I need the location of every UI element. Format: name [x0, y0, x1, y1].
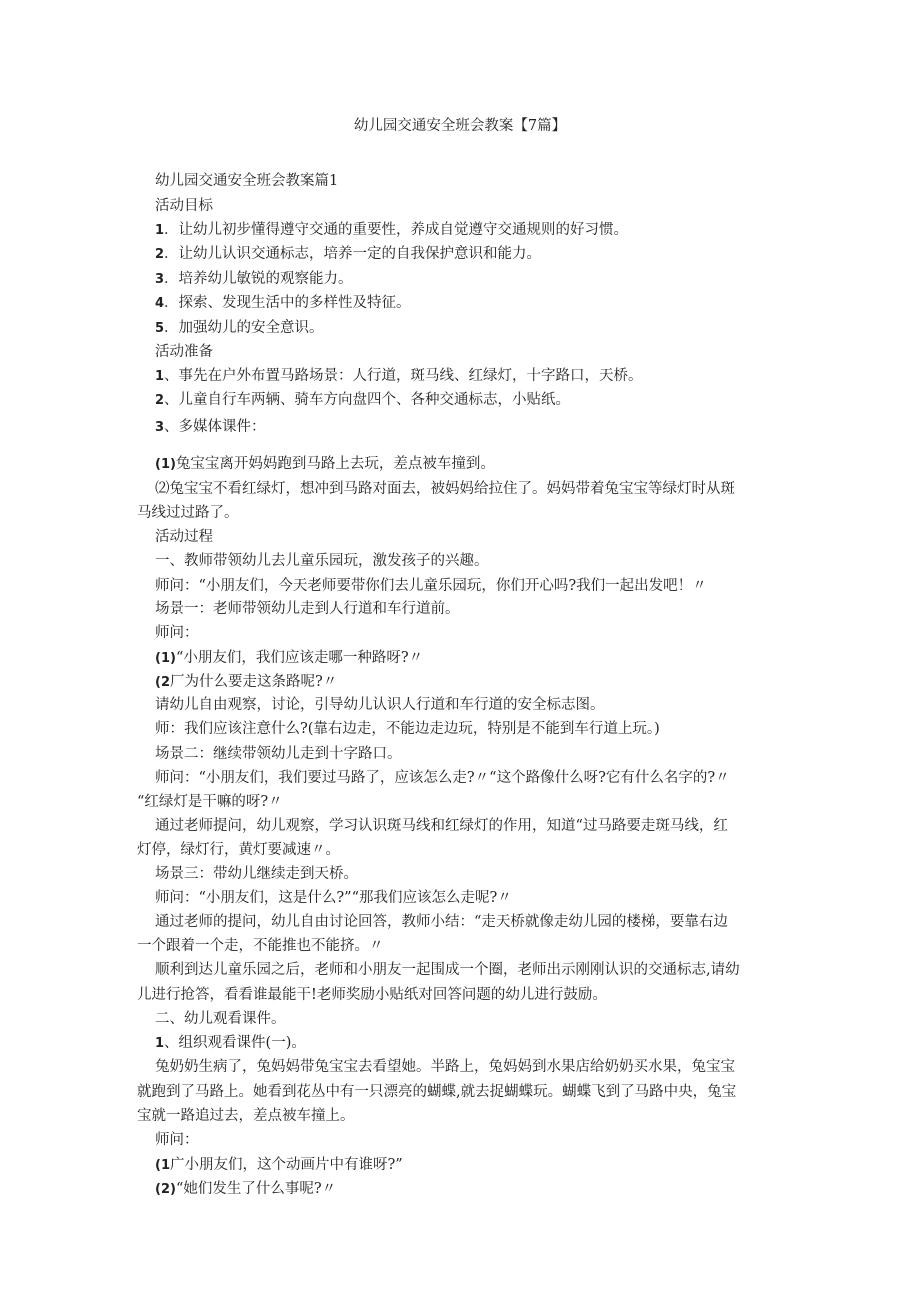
list-number: 2 — [155, 247, 165, 262]
list-number: 5 — [155, 321, 165, 336]
text-line — [155, 479, 735, 499]
line-text: 场景一：老师带领幼儿走到人行道和车行道前。 — [155, 601, 460, 617]
list-number: (2 — [155, 675, 170, 690]
line-text: 通过老师提问，幼儿观察，学习认识斑马线和红绿灯的作用，知道“过马路要走斑马线，红 — [155, 818, 728, 834]
list-number: 3 — [155, 420, 165, 435]
line-text: 一、教师带领幼儿去儿童乐园玩，激发孩子的兴趣。 — [155, 553, 489, 569]
text-line — [137, 936, 384, 956]
text-line — [155, 599, 460, 619]
text-line — [155, 1057, 735, 1077]
line-text: 兔宝宝离开妈妈跑到马路上去玩，差点被车撞到。 — [175, 456, 495, 472]
text-line — [155, 366, 643, 387]
line-text: 、多媒体课件： — [164, 419, 266, 435]
list-number: (1 — [155, 1158, 170, 1173]
line-text: 顺利到达儿童乐园之后，老师和小朋友一起围成一个圈，老师出示刚刚认识的交通标志,请幼 — [155, 962, 740, 978]
list-number: 1 — [155, 223, 165, 238]
text-line — [155, 695, 605, 715]
line-text: 师问： — [155, 625, 199, 641]
line-text: 二、幼儿观看课件。 — [155, 1011, 286, 1027]
list-number: (1) — [155, 651, 176, 666]
list-number: 4 — [155, 296, 165, 311]
text-line — [155, 1009, 286, 1029]
list-number: 1 — [155, 369, 165, 384]
line-text: 通过老师的提问，幼儿自由讨论回答，教师小结：“走天桥就像走幼儿园的楼梯，要靠右边 — [155, 914, 728, 930]
text-line — [155, 744, 402, 764]
text-line — [137, 792, 283, 812]
text-line — [155, 417, 266, 438]
text-line — [155, 864, 358, 884]
line-text: 师：我们应该注意什么?(靠右边走，不能边走边玩，特别是不能到车行道上玩。) — [155, 721, 660, 737]
line-text: 兔奶奶生病了，兔妈妈带兔宝宝去看望她。半路上，兔妈妈到水果店给奶奶买水果，兔宝宝 — [155, 1059, 735, 1075]
line-text: ．加强幼儿的安全意识。 — [164, 320, 324, 336]
list-number: 2 — [155, 393, 165, 408]
line-text: ．探索、发现生活中的多样性及特征。 — [164, 295, 411, 311]
list-number: 1 — [155, 1036, 165, 1051]
text-line — [155, 1179, 336, 1200]
line-text: 师问：“小朋友们，这是什么?”“那我们应该怎么走呢?〃 — [155, 890, 512, 906]
text-line — [155, 648, 423, 669]
text-line — [155, 719, 660, 739]
text-line — [155, 912, 728, 932]
list-number: 3 — [155, 272, 165, 287]
text-line — [155, 960, 740, 980]
text-line — [155, 318, 324, 339]
text-line — [155, 551, 489, 571]
text-line — [155, 1130, 199, 1150]
line-text: 师问： — [155, 1132, 199, 1148]
line-text: 广小朋友们，这个动画片中有谁呀?” — [170, 1157, 403, 1173]
line-text: 场景三：带幼儿继续走到天桥。 — [155, 866, 358, 882]
line-text: “她们发生了什么事呢?〃 — [175, 1181, 337, 1197]
line-text: ．让幼儿初步懂得遵守交通的重要性，养成自觉遵守交通规则的好习惯。 — [164, 222, 629, 238]
text-line — [155, 768, 730, 788]
text-line — [155, 816, 728, 836]
line-text: ．让幼儿认识交通标志，培养一定的自我保护意识和能力。 — [164, 246, 542, 262]
document-title: 幼儿园交通安全班会教案【7篇】 — [353, 118, 567, 134]
line-text: ⑵兔宝宝不看红绿灯，想冲到马路对面去，被妈妈给拉住了。妈妈带着兔宝宝等绿灯时从斑 — [155, 481, 735, 497]
text-line — [155, 672, 337, 693]
text-line — [155, 454, 495, 475]
line-text: 活动准备 — [155, 344, 213, 360]
text-line — [155, 269, 353, 290]
text-line — [137, 840, 340, 860]
text-line — [155, 196, 213, 216]
text-line — [155, 888, 512, 908]
line-text: “红绿灯是干嘛的呀?〃 — [137, 794, 283, 810]
text-line — [155, 1155, 403, 1176]
line-text: 请幼儿自由观察，讨论，引导幼儿认识人行道和车行道的安全标志图。 — [155, 697, 605, 713]
text-line — [155, 527, 213, 547]
text-line — [137, 1106, 355, 1126]
text-line — [155, 171, 338, 191]
list-number: (2) — [155, 1182, 176, 1197]
line-text: “小朋友们，我们应该走哪一种路呀?〃 — [175, 650, 424, 666]
line-text: 、儿童自行车两辆、骑车方向盘四个、各种交通标志，小贴纸。 — [164, 392, 571, 408]
text-line — [137, 503, 239, 523]
text-line — [155, 342, 213, 362]
text-line — [155, 244, 541, 265]
line-text: 幼儿园交通安全班会教案篇1 — [155, 173, 339, 189]
text-line — [137, 985, 607, 1005]
line-text: 儿进行抢答，看看谁最能干!老师奖励小贴纸对回答问题的幼儿进行鼓励。 — [137, 987, 607, 1003]
text-line — [155, 576, 707, 596]
line-text: 厂为什么要走这条路呢?〃 — [170, 674, 338, 690]
line-text: 就跑到了马路上。她看到花丛中有一只漂亮的蝴蝶,就去捉蝴蝶玩。蝴蝶飞到了马路中央，兔宝 — [137, 1084, 737, 1100]
list-number: (1) — [155, 457, 176, 472]
line-text: 师问：“小朋友们，我们要过马路了，应该怎么走?〃“这个路像什么呀?它有什么名字的?〃 — [155, 770, 730, 786]
line-text: 灯停，绿灯行，黄灯要减速〃。 — [137, 842, 340, 858]
line-text: 、事先在户外布置马路场景：人行道，斑马线、红绿灯，十字路口，天桥。 — [164, 368, 643, 384]
line-text: 场景二：继续带领幼儿走到十字路口。 — [155, 746, 402, 762]
line-text: 一个跟着一个走，不能推也不能挤。〃 — [137, 938, 384, 954]
text-line — [155, 1033, 306, 1054]
text-line — [155, 293, 411, 314]
line-text: 马线过过路了。 — [137, 505, 239, 521]
text-line — [155, 623, 199, 643]
line-text: 活动目标 — [155, 198, 213, 214]
line-text: 活动过程 — [155, 529, 213, 545]
text-line — [137, 1082, 736, 1102]
line-text: 、组织观看课件(一)。 — [164, 1035, 306, 1051]
line-text: 师问：“小朋友们，今天老师要带你们去儿童乐园玩，你们开心吗?我们一起出发吧！〃 — [155, 578, 707, 594]
text-line — [155, 220, 628, 241]
line-text: 宝就一路追过去，差点被车撞上。 — [137, 1108, 355, 1124]
line-text: ．培养幼儿敏锐的观察能力。 — [164, 271, 353, 287]
text-line — [155, 390, 570, 411]
